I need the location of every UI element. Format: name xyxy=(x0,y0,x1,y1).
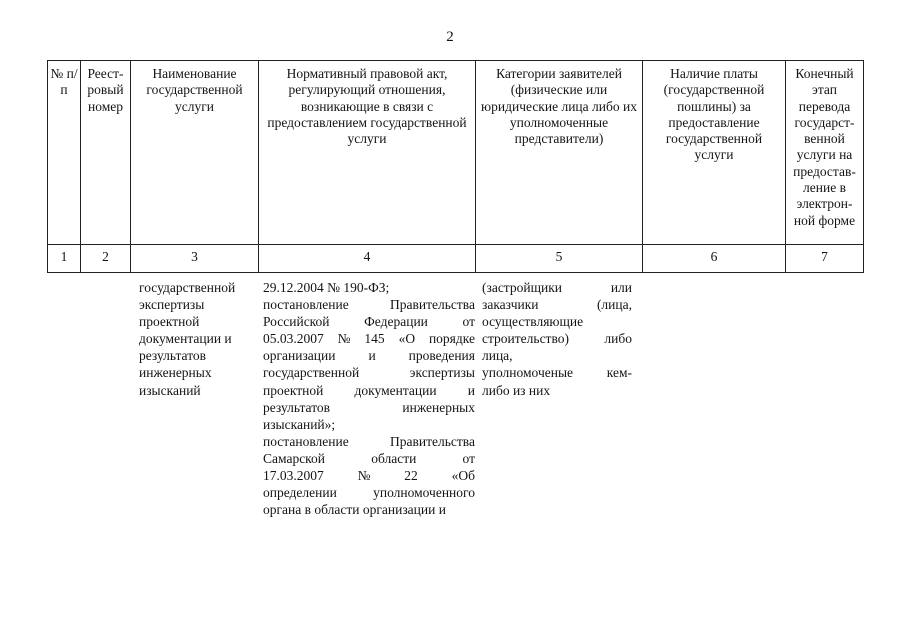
word: Самарской xyxy=(263,450,326,466)
word: № xyxy=(337,331,351,347)
text-line: либо из них xyxy=(482,382,551,398)
service-name-continuation xyxy=(139,279,255,399)
word: порядке xyxy=(428,331,475,347)
word: «Об xyxy=(451,468,475,484)
word: 145 xyxy=(364,331,385,347)
text-line xyxy=(263,450,475,467)
text-line: органа в области организации и xyxy=(263,502,446,518)
column-number-cell: 7 xyxy=(786,245,864,273)
text-line: проектной xyxy=(139,314,200,330)
word: заказчики xyxy=(482,297,539,313)
word: результатов xyxy=(263,399,331,415)
text-line xyxy=(263,433,475,450)
text-line: лица, xyxy=(482,348,513,364)
word: определении xyxy=(263,485,337,501)
word: и xyxy=(467,382,475,398)
text-line xyxy=(482,330,632,347)
applicant-categories-continuation xyxy=(482,279,632,399)
text-line xyxy=(263,296,475,313)
word: Правительства xyxy=(390,297,475,313)
legal-act-continuation xyxy=(263,279,475,518)
word: (лица, xyxy=(596,297,632,313)
word: уполномоченые xyxy=(482,365,574,381)
word: от xyxy=(462,450,475,466)
text-line xyxy=(482,279,632,296)
column-number-cell: 1 xyxy=(48,245,81,273)
word: проведения xyxy=(408,348,475,364)
word: либо xyxy=(604,331,632,347)
word: инженерных xyxy=(402,399,475,415)
text-line xyxy=(263,382,475,399)
text-line: осуществляющие xyxy=(482,314,584,330)
word: или xyxy=(610,280,632,295)
column-number-cell: 6 xyxy=(643,245,786,273)
word: Правительства xyxy=(390,433,475,449)
text-line: изысканий xyxy=(139,382,201,398)
text-line xyxy=(482,296,632,313)
text-line: экспертизы xyxy=(139,297,205,313)
header-cell-service-name: Наименование государственной услуги xyxy=(131,61,259,245)
column-number-cell: 4 xyxy=(259,245,476,273)
word: кем- xyxy=(606,365,632,381)
word: от xyxy=(462,314,475,330)
text-line xyxy=(263,484,475,501)
word: области xyxy=(371,450,417,466)
word: Российской xyxy=(263,314,330,330)
header-cell-legal-act: Нормативный правовой акт, регулирующий отношения, возникающие в связи с предоставлением государственной услуги xyxy=(259,61,476,245)
word: государственной xyxy=(263,365,360,381)
text-line xyxy=(263,347,475,364)
column-number-row xyxy=(48,245,864,273)
word: строительство) xyxy=(482,331,569,347)
word: постановление xyxy=(263,433,349,449)
word: Федерации xyxy=(364,314,428,330)
header-cell-registry-number: Реест-ровый номер xyxy=(81,61,131,245)
word: 22 xyxy=(404,468,418,484)
text-line xyxy=(482,364,632,381)
word: (застройщики xyxy=(482,280,563,295)
word: постановление xyxy=(263,297,349,313)
word: № xyxy=(357,468,371,484)
word: организации xyxy=(263,348,336,364)
header-cell-fee: Наличие платы (государственной пошлины) за предоставление государственной услуги xyxy=(643,61,786,245)
header-cell-number: № п/п xyxy=(48,61,81,245)
text-line xyxy=(263,399,475,416)
text-line xyxy=(263,330,475,347)
word: и xyxy=(368,348,376,364)
word: 05.03.2007 xyxy=(263,331,324,347)
column-number-cell: 3 xyxy=(131,245,259,273)
header-cell-electronic-stage: Конечный этап перевода государст-венной услуги на предостав-ление в электрон-ной форме xyxy=(786,61,864,245)
text-line: инженерных xyxy=(139,365,212,381)
word: уполномоченного xyxy=(373,485,475,501)
text-line: 29.12.2004 № 190-ФЗ; xyxy=(263,280,390,295)
text-line xyxy=(263,467,475,484)
text-line xyxy=(263,313,475,330)
word: 17.03.2007 xyxy=(263,468,324,484)
word: экспертизы xyxy=(409,365,475,381)
text-line: государственной xyxy=(139,280,236,295)
services-registry-table xyxy=(47,60,864,273)
word: «О xyxy=(398,331,416,347)
word: документации xyxy=(354,382,437,398)
table-header-row xyxy=(48,61,864,245)
text-line: результатов xyxy=(139,348,207,364)
column-number-cell: 5 xyxy=(476,245,643,273)
text-line xyxy=(263,364,475,381)
page-number: 2 xyxy=(446,29,454,45)
text-line: изысканий»; xyxy=(263,416,336,432)
column-number-cell: 2 xyxy=(81,245,131,273)
word: проектной xyxy=(263,382,324,398)
text-line: документации и xyxy=(139,331,232,347)
header-cell-applicant-categories: Категории заявителей (физические или юридические лица либо их уполномоченные представители) xyxy=(476,61,643,245)
